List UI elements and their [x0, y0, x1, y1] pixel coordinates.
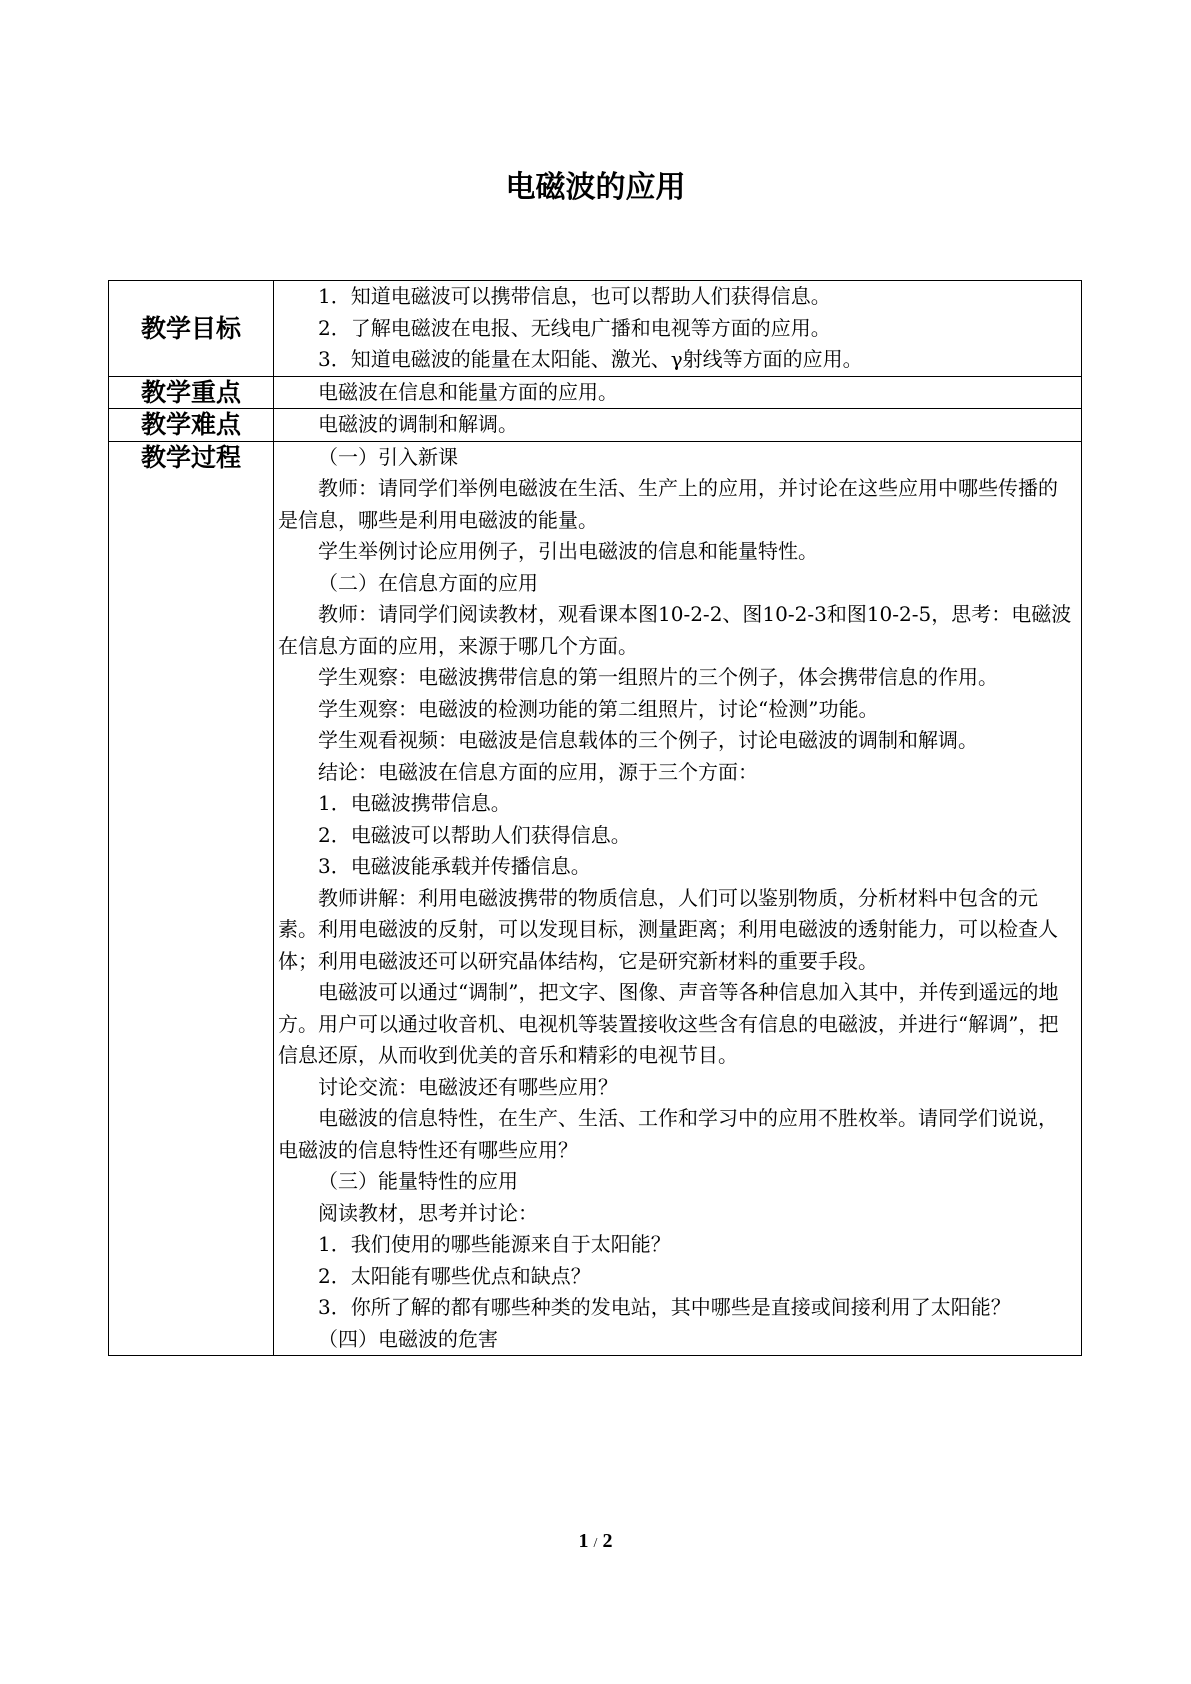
row-objectives — [109, 281, 1082, 377]
process-paragraph: 学生观察：电磁波携带信息的第一组照片的三个例子，体会携带信息的作用。 — [318, 665, 998, 689]
content-key-points — [274, 376, 1082, 409]
lesson-plan-table — [108, 280, 1082, 1356]
process-paragraph: 2．电磁波可以帮助人们获得信息。 — [318, 822, 631, 847]
content-difficulties — [274, 409, 1082, 442]
content-objectives — [274, 281, 1082, 377]
process-paragraph: 学生举例讨论应用例子，引出电磁波的信息和能量特性。 — [318, 539, 818, 563]
key-point: 电磁波在信息和能量方面的应用。 — [318, 379, 618, 404]
process-paragraph: 3．你所了解的都有哪些种类的发电站，其中哪些是直接或间接利用了太阳能？ — [318, 1295, 1011, 1319]
objective-1: 1．知道电磁波可以携带信息，也可以帮助人们获得信息。 — [318, 284, 831, 308]
row-process — [109, 441, 1082, 1356]
process-paragraph: （一）引入新课 — [318, 444, 458, 469]
process-paragraph: 讨论交流：电磁波还有哪些应用？ — [318, 1074, 618, 1099]
process-paragraph: 阅读教材，思考并讨论： — [318, 1200, 538, 1225]
total-pages: 2 — [602, 1530, 613, 1552]
process-paragraph: 2．太阳能有哪些优点和缺点？ — [318, 1263, 591, 1288]
objective-3: 3．知道电磁波的能量在太阳能、激光、γ射线等方面的应用。 — [318, 347, 863, 371]
process-paragraph: 1．电磁波携带信息。 — [318, 791, 511, 815]
process-paragraph: 结论：电磁波在信息方面的应用，源于三个方面： — [318, 759, 758, 784]
difficulty: 电磁波的调制和解调。 — [318, 412, 518, 436]
process-paragraph: 电磁波可以通过“调制”，把文字、图像、声音等各种信息加入其中，并传到遥远的地方。用户可以通过收音机、电视机等装置接收这些含有信息的电磁波，并进行“解调”，把信息还原，从而收到优美的音乐和精彩的电视节目。 — [278, 980, 1059, 1067]
process-paragraph: 电磁波的信息特性，在生产、生活、工作和学习中的应用不胜枚举。请同学们说说，电磁波的信息特性还有哪些应用？ — [278, 1106, 1058, 1162]
process-paragraph: 1．我们使用的哪些能源来自于太阳能？ — [318, 1232, 671, 1256]
label-process: 教学过程 — [109, 441, 274, 1356]
process-paragraph: （三）能量特性的应用 — [318, 1169, 518, 1193]
process-paragraph: 教师：请同学们阅读教材，观看课本图10-2-2、图10-2-3和图10-2-5，思考：电磁波在信息方面的应用，来源于哪几个方面。 — [278, 602, 1072, 658]
page-separator: / — [593, 1536, 598, 1551]
document-title: 电磁波的应用 — [505, 170, 686, 205]
row-difficulties — [109, 409, 1082, 442]
process-paragraph: 学生观看视频：电磁波是信息载体的三个例子，讨论电磁波的调制和解调。 — [318, 728, 978, 752]
label-objectives: 教学目标 — [109, 281, 274, 377]
process-paragraph: 3．电磁波能承载并传播信息。 — [318, 854, 591, 878]
page-number — [0, 1530, 1191, 1553]
process-paragraph: 教师：请同学们举例电磁波在生活、生产上的应用，并讨论在这些应用中哪些传播的是信息，哪些是利用电磁波的能量。 — [278, 476, 1058, 532]
row-key-points — [109, 376, 1082, 409]
objective-2: 2．了解电磁波在电报、无线电广播和电视等方面的应用。 — [318, 315, 831, 340]
current-page: 1 — [578, 1530, 589, 1552]
label-key-points: 教学重点 — [109, 376, 274, 409]
label-difficulties: 教学难点 — [109, 409, 274, 442]
process-paragraph: 学生观察：电磁波的检测功能的第二组照片，讨论“检测”功能。 — [318, 696, 879, 721]
process-paragraph: （二）在信息方面的应用 — [318, 570, 538, 595]
content-process — [274, 441, 1082, 1356]
process-paragraph: （四）电磁波的危害 — [318, 1326, 498, 1351]
process-paragraph: 教师讲解：利用电磁波携带的物质信息，人们可以鉴别物质，分析材料中包含的元素。利用电磁波的反射，可以发现目标，测量距离；利用电磁波的透射能力，可以检查人体；利用电磁波还可以研究晶体结构，它是研究新材料的重要手段。 — [278, 885, 1058, 973]
